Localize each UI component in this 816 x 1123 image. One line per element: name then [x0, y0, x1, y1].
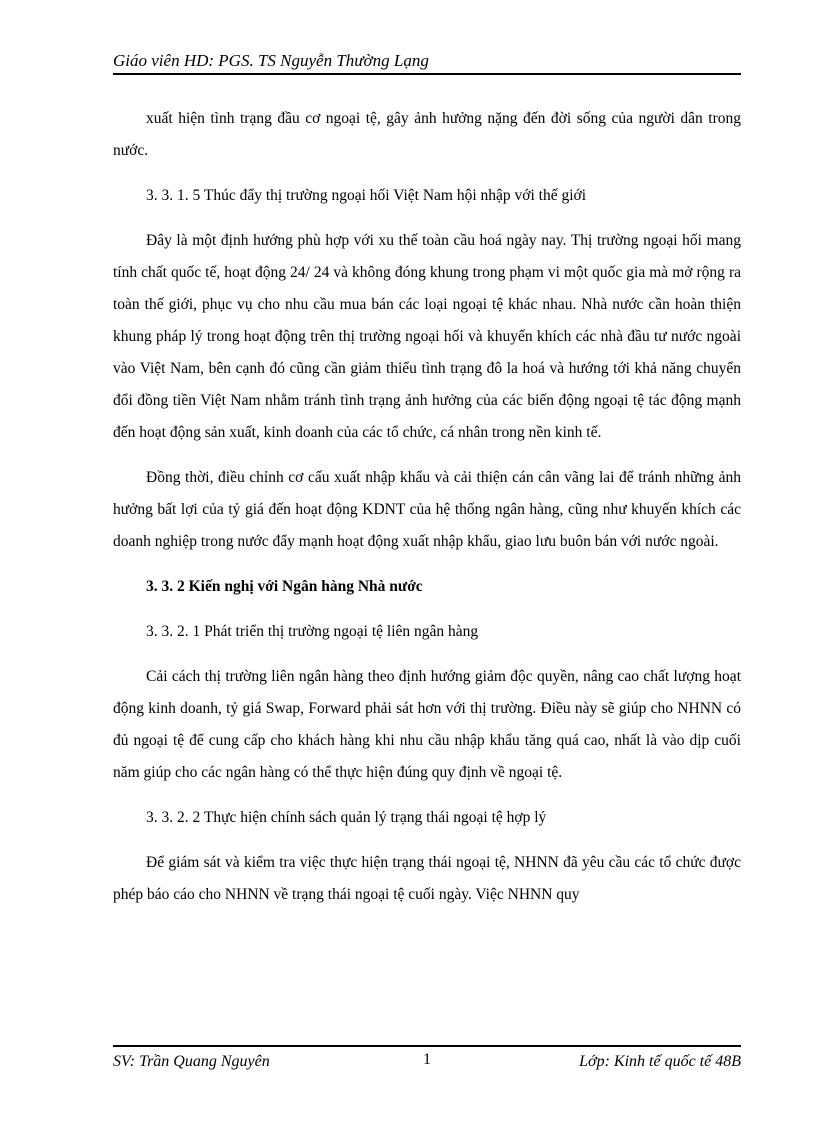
section-heading-3-3-2-2: 3. 3. 2. 2 Thực hiện chính sách quản lý trạng thái ngoại tệ hợp lý: [146, 809, 547, 826]
section-heading-3-3-2-1: 3. 3. 2. 1 Phát triển thị trường ngoại tệ liên ngân hàng: [146, 623, 479, 640]
page-number: 1: [423, 1051, 431, 1068]
page-footer: [113, 1050, 741, 1074]
document-body: [113, 103, 741, 911]
footer-class: Lớp: Kinh tế quốc tế 48B: [579, 1053, 741, 1070]
page-header: Giáo viên HD: PGS. TS Nguyễn Thường Lạng: [113, 51, 429, 70]
section-heading-3-3-2: 3. 3. 2 Kiến nghị với Ngân hàng Nhà nước: [146, 578, 423, 595]
paragraph-integration: Đây là một định hướng phù hợp với xu thế toàn cầu hoá ngày nay. Thị trường ngoại hối mang tính chất quốc tế, hoạt động 24/ 24 và không đóng khung trong phạm vi một quốc gia mà mở rộng ra toàn thế giới, phục vụ cho nhu cầu mua bán các loại ngoại tệ khác nhau. Nhà nước cần hoàn thiện khung pháp lý trong hoạt động trên thị trường ngoại hối và khuyến khích các nhà đầu tư nước ngoài vào Việt Nam, bên cạnh đó cũng cần giảm thiểu tình trạng đô la hoá và hướng tới khả năng chuyển đổi đồng tiền Việt Nam nhằm tránh tình trạng ảnh hưởng của các biến động ngoại tệ tác động mạnh đến hoạt động sản xuất, kinh doanh của các tổ chức, cá nhân trong nền kinh tế.: [113, 232, 741, 441]
footer-divider: [113, 1045, 741, 1047]
paragraph-fx-position: Để giám sát và kiểm tra việc thực hiện trạng thái ngoại tệ, NHNN đã yêu cầu các tổ chức được phép báo cáo cho NHNN về trạng thái ngoại tệ cuối ngày. Việc NHNN quy: [113, 854, 741, 903]
footer-student: SV: Trần Quang Nguyên: [113, 1053, 270, 1070]
paragraph-continuation: xuất hiện tình trạng đầu cơ ngoại tệ, gây ảnh hưởng nặng đến đời sống của người dân trong nước.: [113, 110, 741, 159]
header-divider: [113, 73, 741, 75]
paragraph-trade-balance: Đồng thời, điều chỉnh cơ cấu xuất nhập khẩu và cải thiện cán cân vãng lai để tránh những ảnh hưởng bất lợi của tỷ giá đến hoạt động KDNT của hệ thống ngân hàng, cũng như khuyến khích các doanh nghiệp trong nước đẩy mạnh hoạt động xuất nhập khẩu, giao lưu buôn bán với nước ngoài.: [113, 469, 741, 550]
paragraph-interbank-market: Cải cách thị trường liên ngân hàng theo định hướng giảm độc quyền, nâng cao chất lượng hoạt động kinh doanh, tỷ giá Swap, Forward phải sát hơn với thị trường. Điều này sẽ giúp cho NHNN có đủ ngoại tệ để cung cấp cho khách hàng khi nhu cầu nhập khẩu tăng quá cao, nhất là vào dịp cuối năm giúp cho các ngân hàng có thể thực hiện đúng quy định về ngoại tệ.: [113, 668, 741, 781]
section-heading-3-3-1-5: 3. 3. 1. 5 Thúc đẩy thị trường ngoại hối Việt Nam hội nhập với thế giới: [146, 187, 587, 204]
